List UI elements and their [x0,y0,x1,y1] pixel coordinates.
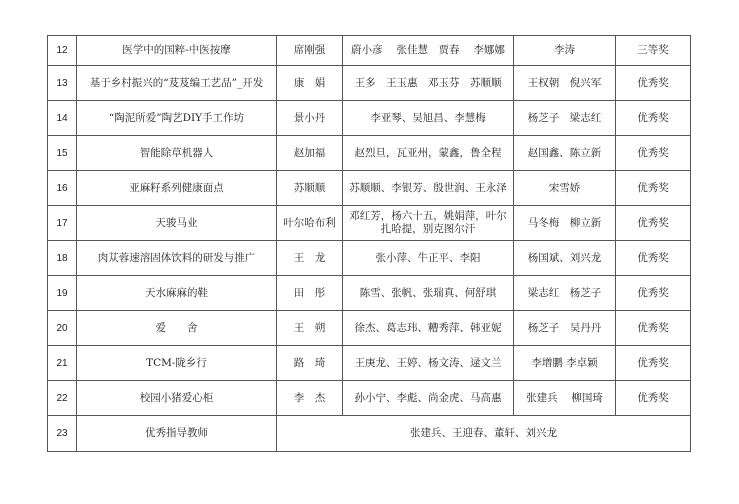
leader-name: 赵加福 [277,136,343,171]
advisor-names: 李增鹏 李卓颖 [514,346,616,381]
row-number: 23 [48,416,77,452]
table-row [48,241,691,276]
award-level: 三等奖 [616,36,691,66]
project-name: 肉苁蓉速溶固体饮料的研发与推广 [77,241,277,276]
table-body [48,36,691,416]
row-number: 15 [48,136,77,171]
table-row [48,101,691,136]
project-name: 天骏马业 [77,206,277,241]
member-names: 邓红芳，杨六十五，姚娟萍，叶尔扎哈提，别克图尔汗 [343,206,514,241]
table-row [48,36,691,66]
award-level: 优秀奖 [616,311,691,346]
row-number: 18 [48,241,77,276]
row-number: 19 [48,276,77,311]
project-name: 医学中的国粹-中医按摩 [77,36,277,66]
award-level: 优秀奖 [616,206,691,241]
row-number: 17 [48,206,77,241]
project-name: 亚麻籽系列健康面点 [77,171,277,206]
table-row [48,276,691,311]
leader-name: 席刚强 [277,36,343,66]
award-level: 优秀奖 [616,171,691,206]
row-number: 20 [48,311,77,346]
leader-name: 李 杰 [277,381,343,416]
project-name: 基于乡村振兴的“芨芨编工艺品”_开发 [77,66,277,101]
member-names: 王庚龙、王婷、杨文涛、逯文兰 [343,346,514,381]
advisor-names: 赵国鑫、陈立新 [514,136,616,171]
leader-name: 苏顺顺 [277,171,343,206]
leader-name: 王 龙 [277,241,343,276]
award-level: 优秀奖 [616,346,691,381]
row-number: 22 [48,381,77,416]
row-number: 16 [48,171,77,206]
award-level: 优秀奖 [616,276,691,311]
row-number: 14 [48,101,77,136]
row-number: 21 [48,346,77,381]
award-level: 优秀奖 [616,101,691,136]
advisor-names: 梁志红 杨芝子 [514,276,616,311]
table-row [48,346,691,381]
advisor-names: 李涛 [514,36,616,66]
table-row [48,136,691,171]
leader-name: 康 娟 [277,66,343,101]
award-level: 优秀奖 [616,381,691,416]
row-number: 12 [48,36,77,66]
project-name: 天水麻麻的鞋 [77,276,277,311]
advisor-names: 杨芝子 吴丹丹 [514,311,616,346]
advisor-names: 张建兵 柳国琦 [514,381,616,416]
table-row [48,66,691,101]
award-table [47,35,691,452]
project-name: 智能除草机器人 [77,136,277,171]
member-names: 张小萍、牛正平、李阳 [343,241,514,276]
leader-name: 景小丹 [277,101,343,136]
award-level: 优秀奖 [616,136,691,171]
project-name: 校园小猪爱心柜 [77,381,277,416]
leader-name: 叶尔哈布利 [277,206,343,241]
teacher-row-label: 优秀指导教师 [77,416,277,452]
project-name: TCM-陇乡行 [77,346,277,381]
member-names: 苏顺顺、李银芳、殷世润、王永泽 [343,171,514,206]
table-row [48,311,691,346]
advisor-names: 马冬梅 柳立新 [514,206,616,241]
award-level: 优秀奖 [616,66,691,101]
member-names: 陈雪、张帆、张瑞真、何舒琪 [343,276,514,311]
member-names: 王多 王玉惠 邓玉芬 苏顺顺 [343,66,514,101]
project-name: 爱 舍 [77,311,277,346]
table-row [48,206,691,241]
member-names: 孙小宁、李彪、尚金虎、马高惠 [343,381,514,416]
table-row [48,171,691,206]
member-names: 李亚琴、吴旭昌、李慧梅 [343,101,514,136]
advisor-names: 杨国斌、刘兴龙 [514,241,616,276]
leader-name: 王 朔 [277,311,343,346]
advisor-names: 杨芝子 梁志红 [514,101,616,136]
project-name: “陶泥所爱”陶艺DIY手工作坊 [77,101,277,136]
leader-name: 田 彤 [277,276,343,311]
teacher-names: 张建兵、王迎春、董轩、刘兴龙 [277,416,691,452]
member-names: 徐杰、葛志玮、糟秀萍、韩亚妮 [343,311,514,346]
advisor-names: 宋雪娇 [514,171,616,206]
row-number: 13 [48,66,77,101]
leader-name: 路 琦 [277,346,343,381]
member-names: 赵烈旦，瓦亚州，蒙鑫，鲁全程 [343,136,514,171]
teacher-row [48,416,691,452]
member-names: 蔚小彦 张佳慧 贾春 李娜娜 [343,36,514,66]
award-level: 优秀奖 [616,241,691,276]
table-row [48,381,691,416]
advisor-names: 王权朝 倪兴军 [514,66,616,101]
